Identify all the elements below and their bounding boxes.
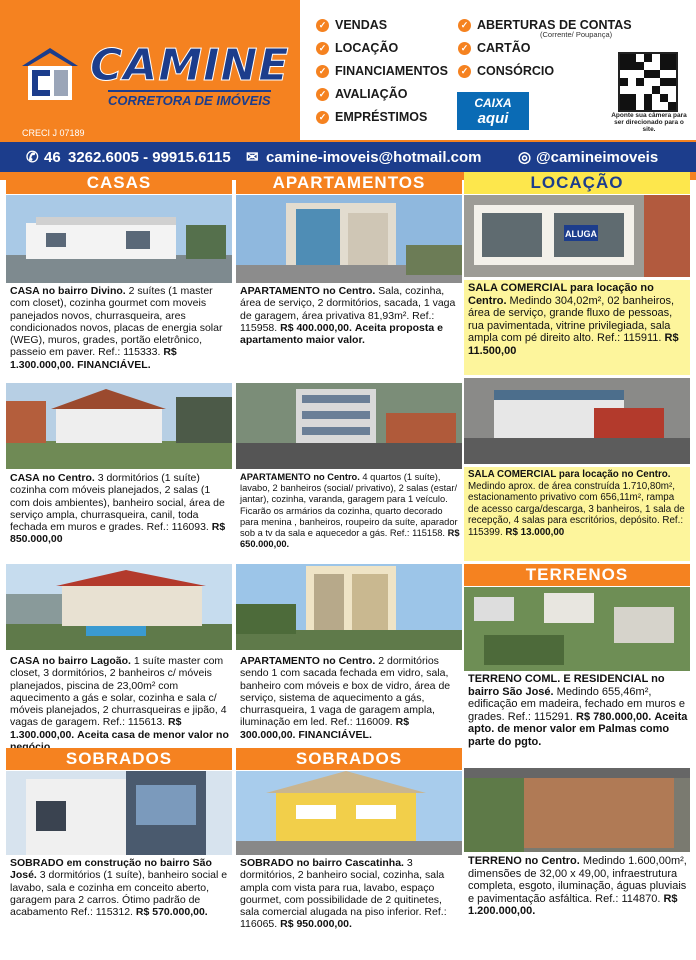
listing-apto-centro-2: APARTAMENTO no Centro. 4 quartos (1 suíte), lavabo, 2 banheiros (social/ privativo), 2 salas (estar/ jantar), cozinha, varanda, garagem para 1 veículo. Ficarão os armários da cozinha, quarto decorado para menina , banheiros, roupeiro da suíte, aparador sob a tv da sala e aquecedor a gás. Ref.: 115158. R$ 650.000,00. [240,472,460,550]
section-casas: CASAS [6,172,232,194]
service-item: ✓ CARTÃO [458,41,530,55]
section-locacao: LOCAÇÃO [464,172,690,194]
listing-apto-centro-3: APARTAMENTO no Centro. 2 dormitórios sendo 1 com sacada fechada em vidro, sala, banheiro com móveis e box de vidro, área de serviço, sistema de aquecimento a gás, churrasqueira, 1 vaga de garagem ampla, iluminação em led. Ref.: 116009. R$ 300.000,00. FINANCIÁVEL. [240,655,451,741]
brand-tagline: CORRETORA DE IMÓVEIS [108,90,271,108]
service-item: ✓ AVALIAÇÃO [316,87,407,101]
check-icon: ✓ [458,19,471,32]
check-icon: ✓ [316,42,329,55]
phone-numbers[interactable]: 3262.6005 - 99915.6115 [68,148,231,166]
listing-sala-comercial-2: SALA COMERCIAL para locação no Centro. Medindo aprox. de área construída 1.710,80m², estacionamento privativo com 656,11m², rampa de acesso carga/descarga, 3 banheiros, 1 sala de recepção, 4 salas para escritórios, depósito. Ref.: 115399. R$ 13.000,00 [464,467,690,561]
check-icon: ✓ [458,42,471,55]
service-item: ✓ CONSÓRCIO [458,64,554,78]
service-item: ✓ LOCAÇÃO [316,41,398,55]
check-icon: ✓ [458,65,471,78]
photo-sobrado-sao-jose [6,771,232,855]
listing-terreno-centro: TERRENO no Centro. Medindo 1.600,00m², dimensões de 32,00 x 49,00, infraestrutura completa, esgoto, iluminação, águas pluviais e pavimentação asfáltica. Ref.: 114870. R$ 1.200.000,00. [468,855,687,917]
aluga-sign: ALUGA [565,229,597,239]
listing-sobrado-sao-jose: SOBRADO em construção no bairro São José. 3 dormitórios (1 suíte), banheiro social e lavabo, sala e cozinha em conceito aberto, garagem para 2 carros. Ótimo padrão de acabamento Ref.: 115312. R$ 570.000,00. [10,857,228,919]
photo-casa-divino [6,195,232,283]
house-logo-icon [20,44,80,104]
email-address[interactable]: camine-imoveis@hotmail.com [266,148,482,166]
email-icon: ✉ [246,149,259,166]
phone-prefix: 46 [44,148,61,166]
whatsapp-icon: ✆ [26,149,39,166]
photo-sobrado-cascatinha [236,771,462,855]
photo-terreno-sao-jose [464,587,690,671]
photo-sala-comercial-2 [464,378,690,464]
section-sobrados-mid: SOBRADOS [236,748,462,770]
service-item: ✓ VENDAS [316,18,387,32]
section-apartamentos: APARTAMENTOS [236,172,462,194]
photo-apto-centro-2 [236,383,462,469]
service-item: ✓ EMPRÉSTIMOS [316,110,427,124]
section-terrenos: TERRENOS [464,564,690,586]
check-icon: ✓ [316,19,329,32]
creci-number: CRECI J 07189 [22,128,85,138]
photo-terreno-centro [464,768,690,852]
listing-sala-comercial-1: SALA COMERCIAL para locação no Centro. Medindo 304,02m², 02 banheiros, área de serviço, grande fluxo de pessoas, rua pavimentada, vitrine privilegiada, sala ampla com pé direito alto. Ref.: 115911. R$ 11.500,00 [464,280,690,375]
photo-apto-centro-3 [236,564,462,650]
instagram-icon: ◎ [518,149,532,166]
listing-casa-centro: CASA no Centro. 3 dormitórios (1 suíte) cozinha com móveis planejados, 2 salas (1 com dois ambientes), banheiro social, área de serviço ampla, churrasqueira, canil, toda fechada em muros e grades. Ref.: 116093. R$ 850.000,00 [10,472,226,546]
service-item: ✓ ABERTURAS DE CONTAS [458,18,632,32]
service-item: ✓ FINANCIAMENTOS [316,64,448,78]
listing-apto-centro-1: APARTAMENTO no Centro. Sala, cozinha, área de serviço, 2 dormitórios, sacada, 1 vaga de garagem, área privativa 81,93m². Ref.: 115958. R$ 400.000,00. Aceita proposta e apartamento maior valor. [240,285,456,347]
brand-name: CAMINE [90,40,290,91]
qr-note: Aponte sua câmera para ser direcionado para o site. [611,112,687,133]
caixa-aqui-logo: CAIXA aqui [457,92,529,130]
photo-casa-centro [6,383,232,469]
accounts-note: (Corrente/ Poupança) [540,30,613,39]
check-icon: ✓ [316,88,329,101]
listing-sobrado-cascatinha: SOBRADO no bairro Cascatinha. 3 dormitórios, 2 banheiro social, cozinha, sala ampla com vista para rua, lavabo, espaço gourmet, com possibilidade de 2 quitinetes, sala comercial alugada na piso inferior. Ref.: 116065. R$ 950.000,00. [240,857,447,931]
check-icon: ✓ [316,65,329,78]
listing-terreno-sao-jose: TERRENO COML. E RESIDENCIAL no bairro São José. Medindo 655,46m², edificação em madeira, fechado em muros e grades. Ref.: 115291. R$ 780.000,00. Aceita apto. de menor valor em Palmas como parte do pgto. [468,673,688,748]
check-icon: ✓ [316,111,329,124]
qr-code[interactable] [618,52,678,112]
photo-casa-lagoao [6,564,232,650]
photo-sala-comercial-1 [464,195,690,277]
listing-casa-divino: CASA no bairro Divino. 2 suítes (1 master com closet), cozinha gourmet com moveis panejados novos, churrasqueira, ares condicionados novos, placas de energia solar (WEG), muros, grades, portão eletrônico, passeio em paver. Ref.: 115333. R$ 1.300.000,00. FINANCIÁVEL. [10,285,223,371]
instagram-handle[interactable]: @camineimoveis [536,148,659,166]
logo-block [8,8,298,140]
photo-apto-centro-1 [236,195,462,283]
contact-bar [0,142,696,172]
listing-casa-lagoao: CASA no bairro Lagoão. 1 suíte master com closet, 3 dormitórios, 2 banheiros c/ móveis planejados, piscina de 23,00m² com aquecimento a gás e solar, cozinha e sala c/ móveis planejados, 2 churrasqueiras e jipão, 4 vagas de garagem. Ref.: 115613. R$ 1.300.000,00. Aceita casa de menor valor no [10,655,229,741]
section-sobrados-left: SOBRADOS [6,748,232,770]
